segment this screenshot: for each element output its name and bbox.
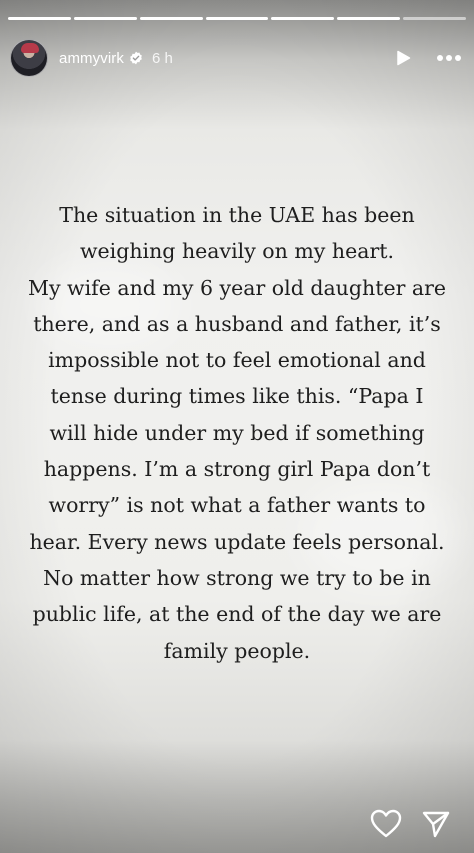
story-text-line: tense during times like this. “Papa I [50,384,424,409]
verified-badge-icon [129,51,143,65]
progress-segment [8,17,71,20]
username[interactable]: ammyvirk [59,49,124,67]
progress-segment [74,17,137,20]
play-icon [394,49,412,67]
progress-segment [403,17,466,20]
story-text-line: hear. Every news update feels personal. [29,529,445,554]
like-button[interactable] [370,809,402,839]
progress-segment [206,17,269,20]
story-text-line: No matter how strong we try to be in [43,565,431,590]
story-text-line: worry” is not what a father wants to [48,493,426,518]
story-text-line: impossible not to feel emotional and [48,348,426,373]
story-text-line: family people. [163,638,311,663]
story-text-line: weighing heavily on my heart. [79,239,395,264]
story-header [10,38,464,78]
timestamp: 6 h [151,49,173,67]
progress-segment [271,17,334,20]
progress-segment-current [337,17,400,20]
send-icon [421,809,451,839]
share-button[interactable] [421,809,451,839]
story-text-line: My wife and my 6 year old daughter are [27,275,447,300]
play-button[interactable] [392,47,414,69]
more-options-button[interactable] [434,47,464,69]
heart-icon [370,809,402,839]
progress-segment [140,17,203,20]
avatar[interactable] [10,39,48,77]
story-text-line: will hide under my bed if something [49,420,425,445]
story-text-line: happens. I’m a strong girl Papa don’t [43,457,431,482]
story-text-line: there, and as a husband and father, it’s [33,311,441,336]
story-text-line: The situation in the UAE has been [59,203,415,227]
story-progress-bar [8,17,466,20]
more-options-icon [436,54,462,62]
story-text-line: public life, at the end of the day we are [32,602,442,627]
story-text [0,197,474,669]
